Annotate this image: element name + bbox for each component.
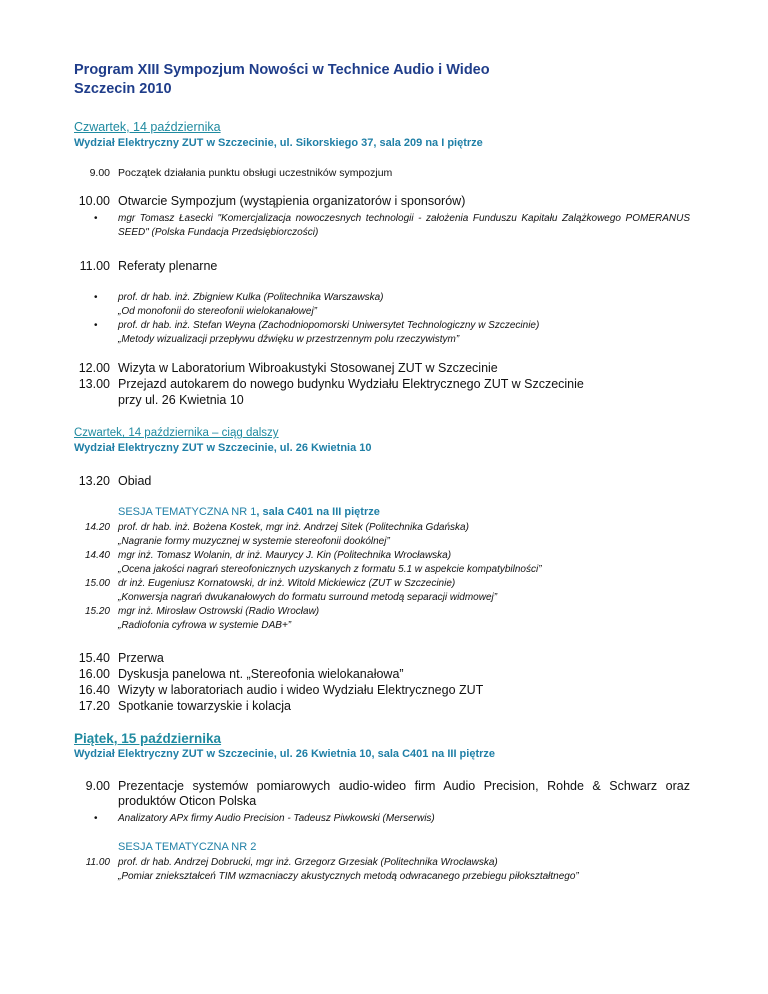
day2-heading: Piątek, 15 października — [74, 731, 222, 746]
time-1300: 13.00 — [78, 377, 110, 391]
bullet-icon: • — [94, 320, 98, 331]
talk-1-title: „Nagranie formy muzycznej w systemie stereofonii dookólnej” — [118, 536, 390, 547]
bullet-icon: • — [94, 813, 98, 824]
day1-heading: Czwartek, 14 października — [74, 120, 221, 134]
talk-1-author: prof. dr hab. inż. Bożena Kostek, mgr inż. Andrzej Sitek (Politechnika Gdańska) — [118, 522, 469, 533]
time-1420: 14.20 — [84, 522, 110, 533]
talk-3-author: dr inż. Eugeniusz Kornatowski, dr inż. Witold Mickiewicz (ZUT w Szczecinie) — [118, 578, 456, 589]
time-1640: 16.40 — [78, 683, 110, 697]
plenary-2-author: prof. dr hab. inż. Stefan Weyna (Zachodniopomorski Uniwersytet Technologiczny w Szczecinie) — [118, 320, 540, 331]
time-1320: 13.20 — [78, 474, 110, 488]
item-lunch: Obiad — [118, 474, 152, 488]
talk-4-author: mgr inż. Mirosław Ostrowski (Radio Wrocław) — [118, 606, 320, 617]
item-plenary: Referaty plenarne — [118, 259, 218, 273]
time-d2-0900: 9.00 — [85, 779, 110, 793]
time-1100: 11.00 — [79, 259, 110, 273]
plenary-1-author: prof. dr hab. inż. Zbigniew Kulka (Politechnika Warszawska) — [118, 292, 384, 303]
title-line-2: Szczecin 2010 — [74, 81, 172, 97]
item-break: Przerwa — [118, 651, 164, 665]
time-1200: 12.00 — [78, 361, 110, 375]
time-1000: 10.00 — [78, 194, 110, 208]
item-opening: Otwarcie Sympozjum (wystąpienia organizatorów i sponsorów) — [118, 194, 466, 208]
time-1500: 15.00 — [84, 578, 110, 589]
time-1540: 15.40 — [78, 651, 110, 665]
time-1440: 14.40 — [84, 550, 110, 561]
plenary-1-title: „Od monofonii do stereofonii wielokanałowej” — [118, 306, 317, 317]
time-d2-1100: 11.00 — [85, 857, 110, 868]
title-line-1: Program XIII Sympozjum Nowości w Technice Audio i Wideo — [74, 62, 490, 78]
item-panel: Dyskusja panelowa nt. „Stereofonia wielokanałowa” — [118, 667, 404, 681]
talk-3-title: „Konwersja nagrań dwukanałowych do formatu surround metodą separacji widmowej” — [118, 592, 498, 603]
bullet-icon: • — [94, 292, 98, 303]
session-1-label: SESJA TEMATYCZNA NR 1 — [118, 506, 257, 518]
day1b-venue: Wydział Elektryczny ZUT w Szczecinie, ul. 26 Kwietnia 10 — [74, 442, 372, 454]
day2-venue: Wydział Elektryczny ZUT w Szczecinie, ul. 26 Kwietnia 10, sala C401 na III piętrze — [74, 748, 496, 760]
session-2-heading: SESJA TEMATYCZNA NR 2 — [118, 841, 257, 853]
document-title — [74, 61, 490, 99]
talk-2-title: „Ocena jakości nagrań stereofonicznych uzyskanych z formatu 5.1 w aspekcie kompatybilności” — [118, 564, 542, 575]
talk-5-title: „Pomiar zniekształceń TIM wzmacniaczy akustycznych metodą odwracanego przebiegu piłokształtnego” — [118, 871, 579, 882]
time-1520: 15.20 — [84, 606, 110, 617]
time-0900: 9.00 — [89, 167, 110, 179]
item-lab-tours: Wizyty w laboratoriach audio i wideo Wydziału Elektrycznego ZUT — [118, 683, 484, 697]
session-1-room: , sala C401 na III piętrze — [256, 506, 380, 518]
item-transfer-address: przy ul. 26 Kwietnia 10 — [118, 393, 244, 407]
plenary-2-title: „Metody wizualizacji przepływu dźwięku w przestrzennym polu rzeczywistym” — [118, 334, 460, 345]
talk-4-title: „Radiofonia cyfrowa w systemie DAB+” — [118, 620, 292, 631]
item-dinner: Spotkanie towarzyskie i kolacja — [118, 699, 291, 713]
demo-apx-analyzers: Analizatory APx firmy Audio Precision - Tadeusz Piwkowski (Merserwis) — [118, 813, 435, 824]
talk-2-author: mgr inż. Tomasz Wolanin, dr inż. Maurycy J. Kin (Politechnika Wrocławska) — [118, 550, 452, 561]
opening-speaker: mgr Tomasz Łasecki "Komercjalizacja nowoczesnych technologii - założenia Funduszu Kapitału Zalążkowego POMERANUS SEED" (Polska Fundacja Przedsiębiorczości) — [118, 213, 690, 238]
day1-venue: Wydział Elektryczny ZUT w Szczecinie, ul. Sikorskiego 37, sala 209 na I piętrze — [74, 137, 483, 149]
item-transfer: Przejazd autokarem do nowego budynku Wydziału Elektrycznego ZUT w Szczecinie — [118, 377, 584, 391]
item-measurement-demos: Prezentacje systemów pomiarowych audio-wideo firm Audio Precision, Rohde & Schwarz oraz produktów Oticon Polska — [118, 779, 690, 808]
talk-5-author: prof. dr hab. Andrzej Dobrucki, mgr inż. Grzegorz Grzesiak (Politechnika Wrocławska) — [118, 857, 498, 868]
bullet-icon: • — [94, 213, 98, 224]
day1b-heading: Czwartek, 14 października – ciąg dalszy — [74, 427, 279, 439]
time-1600: 16.00 — [78, 667, 110, 681]
session-1-heading — [118, 506, 380, 519]
item-service-point: Początek działania punktu obsługi uczestników sympozjum — [118, 167, 393, 179]
item-lab-visit: Wizyta w Laboratorium Wibroakustyki Stosowanej ZUT w Szczecinie — [118, 361, 498, 375]
time-1720: 17.20 — [78, 699, 110, 713]
